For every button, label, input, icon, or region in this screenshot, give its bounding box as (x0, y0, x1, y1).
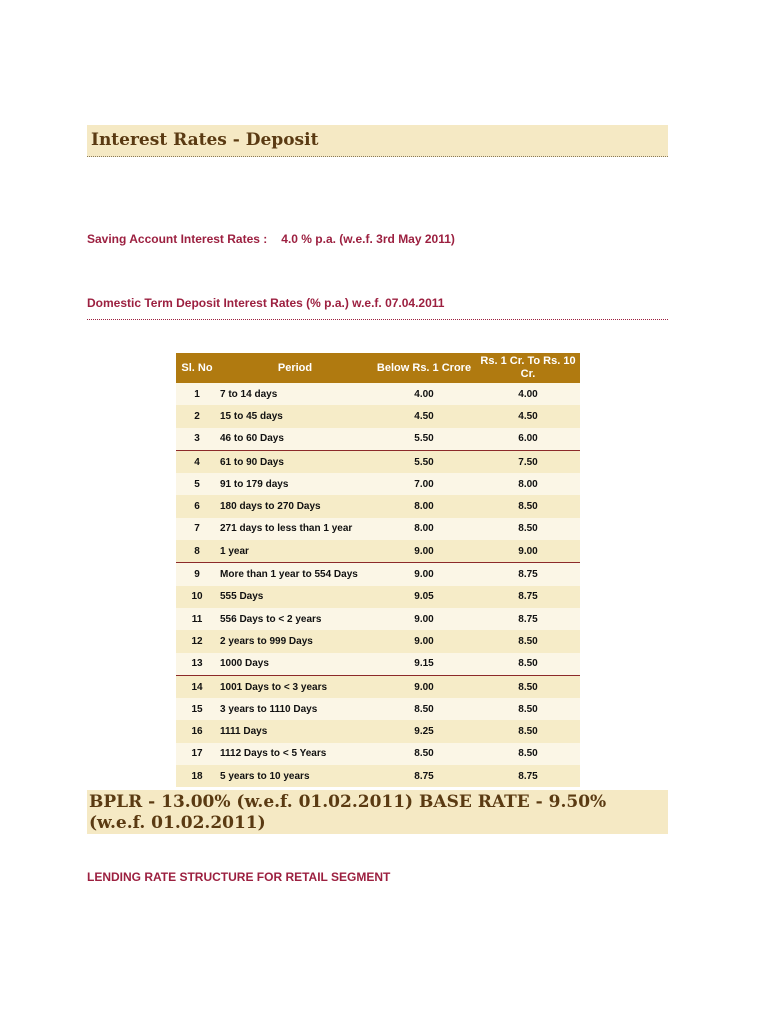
cell-below-1-crore: 8.00 (372, 495, 476, 517)
table-row (176, 428, 580, 451)
cell-below-1-crore: 9.00 (372, 675, 476, 698)
header-1-to-10-crore: Rs. 1 Cr. To Rs. 10 Cr. (476, 353, 580, 383)
cell-period: 1 year (218, 540, 372, 563)
table-row (176, 450, 580, 473)
page-title-bar (87, 125, 668, 157)
deposit-rates-table (176, 353, 580, 787)
cell-period: 7 to 14 days (218, 383, 372, 405)
cell-period: 61 to 90 Days (218, 450, 372, 473)
cell-sl-no: 10 (176, 586, 218, 608)
saving-label: Saving Account Interest Rates : (87, 232, 268, 246)
header-below-1-crore: Below Rs. 1 Crore (372, 353, 476, 383)
cell-1-to-10-crore: 8.50 (476, 698, 580, 720)
deposit-rates-table-wrap (176, 353, 580, 787)
cell-sl-no: 5 (176, 473, 218, 495)
cell-sl-no: 18 (176, 765, 218, 787)
cell-sl-no: 11 (176, 608, 218, 630)
cell-1-to-10-crore: 8.50 (476, 630, 580, 652)
table-row (176, 630, 580, 652)
table-row (176, 405, 580, 427)
cell-sl-no: 12 (176, 630, 218, 652)
table-row (176, 473, 580, 495)
table-row (176, 653, 580, 676)
cell-sl-no: 16 (176, 720, 218, 742)
table-row (176, 675, 580, 698)
cell-below-1-crore: 5.50 (372, 428, 476, 451)
cell-below-1-crore: 5.50 (372, 450, 476, 473)
page-title: Interest Rates - Deposit (91, 130, 319, 150)
saving-value: 4.0 % p.a. (w.e.f. 3rd May 2011) (281, 232, 455, 246)
bplr-base-rate-text: BPLR - 13.00% (w.e.f. 01.02.2011) BASE RATE - 9.50% (w.e.f. 01.02.2011) (89, 792, 607, 833)
cell-period: 1000 Days (218, 653, 372, 676)
table-row (176, 608, 580, 630)
cell-1-to-10-crore: 8.50 (476, 743, 580, 765)
saving-account-line (87, 232, 455, 246)
cell-period: More than 1 year to 554 Days (218, 563, 372, 586)
cell-period: 15 to 45 days (218, 405, 372, 427)
cell-below-1-crore: 4.50 (372, 405, 476, 427)
cell-period: 1111 Days (218, 720, 372, 742)
cell-period: 555 Days (218, 586, 372, 608)
table-row (176, 698, 580, 720)
domestic-deposit-heading: Domestic Term Deposit Interest Rates (% p.a.) w.e.f. 07.04.2011 (87, 296, 668, 320)
cell-1-to-10-crore: 8.50 (476, 675, 580, 698)
table-row (176, 743, 580, 765)
cell-sl-no: 2 (176, 405, 218, 427)
cell-below-1-crore: 9.00 (372, 563, 476, 586)
table-row (176, 720, 580, 742)
cell-1-to-10-crore: 8.75 (476, 586, 580, 608)
cell-period: 1001 Days to < 3 years (218, 675, 372, 698)
cell-below-1-crore: 9.00 (372, 630, 476, 652)
cell-sl-no: 8 (176, 540, 218, 563)
lending-rate-heading: LENDING RATE STRUCTURE FOR RETAIL SEGMENT (87, 870, 391, 884)
table-header-row (176, 353, 580, 383)
table-row (176, 563, 580, 586)
cell-1-to-10-crore: 8.00 (476, 473, 580, 495)
cell-1-to-10-crore: 4.00 (476, 383, 580, 405)
cell-sl-no: 14 (176, 675, 218, 698)
cell-sl-no: 9 (176, 563, 218, 586)
header-sl-no: Sl. No (176, 353, 218, 383)
cell-below-1-crore: 4.00 (372, 383, 476, 405)
cell-1-to-10-crore: 8.75 (476, 563, 580, 586)
cell-1-to-10-crore: 6.00 (476, 428, 580, 451)
cell-period: 46 to 60 Days (218, 428, 372, 451)
cell-below-1-crore: 9.25 (372, 720, 476, 742)
cell-1-to-10-crore: 7.50 (476, 450, 580, 473)
cell-1-to-10-crore: 8.50 (476, 720, 580, 742)
cell-below-1-crore: 8.50 (372, 743, 476, 765)
cell-period: 1112 Days to < 5 Years (218, 743, 372, 765)
cell-sl-no: 6 (176, 495, 218, 517)
table-row (176, 383, 580, 405)
cell-below-1-crore: 9.15 (372, 653, 476, 676)
cell-below-1-crore: 9.05 (372, 586, 476, 608)
cell-sl-no: 15 (176, 698, 218, 720)
table-row (176, 495, 580, 517)
cell-sl-no: 7 (176, 518, 218, 540)
cell-1-to-10-crore: 8.50 (476, 495, 580, 517)
cell-below-1-crore: 9.00 (372, 608, 476, 630)
cell-1-to-10-crore: 9.00 (476, 540, 580, 563)
cell-1-to-10-crore: 4.50 (476, 405, 580, 427)
cell-sl-no: 13 (176, 653, 218, 676)
cell-below-1-crore: 8.75 (372, 765, 476, 787)
cell-below-1-crore: 9.00 (372, 540, 476, 563)
cell-1-to-10-crore: 8.50 (476, 653, 580, 676)
table-row (176, 518, 580, 540)
header-period: Period (218, 353, 372, 383)
cell-sl-no: 4 (176, 450, 218, 473)
cell-sl-no: 1 (176, 383, 218, 405)
table-row (176, 765, 580, 787)
cell-below-1-crore: 8.50 (372, 698, 476, 720)
cell-1-to-10-crore: 8.50 (476, 518, 580, 540)
cell-period: 2 years to 999 Days (218, 630, 372, 652)
cell-sl-no: 3 (176, 428, 218, 451)
cell-period: 5 years to 10 years (218, 765, 372, 787)
cell-period: 556 Days to < 2 years (218, 608, 372, 630)
cell-period: 91 to 179 days (218, 473, 372, 495)
table-row (176, 586, 580, 608)
cell-period: 180 days to 270 Days (218, 495, 372, 517)
cell-period: 3 years to 1110 Days (218, 698, 372, 720)
cell-1-to-10-crore: 8.75 (476, 608, 580, 630)
cell-below-1-crore: 7.00 (372, 473, 476, 495)
bplr-base-rate-bar (87, 790, 668, 834)
table-row (176, 540, 580, 563)
cell-below-1-crore: 8.00 (372, 518, 476, 540)
cell-sl-no: 17 (176, 743, 218, 765)
cell-1-to-10-crore: 8.75 (476, 765, 580, 787)
cell-period: 271 days to less than 1 year (218, 518, 372, 540)
